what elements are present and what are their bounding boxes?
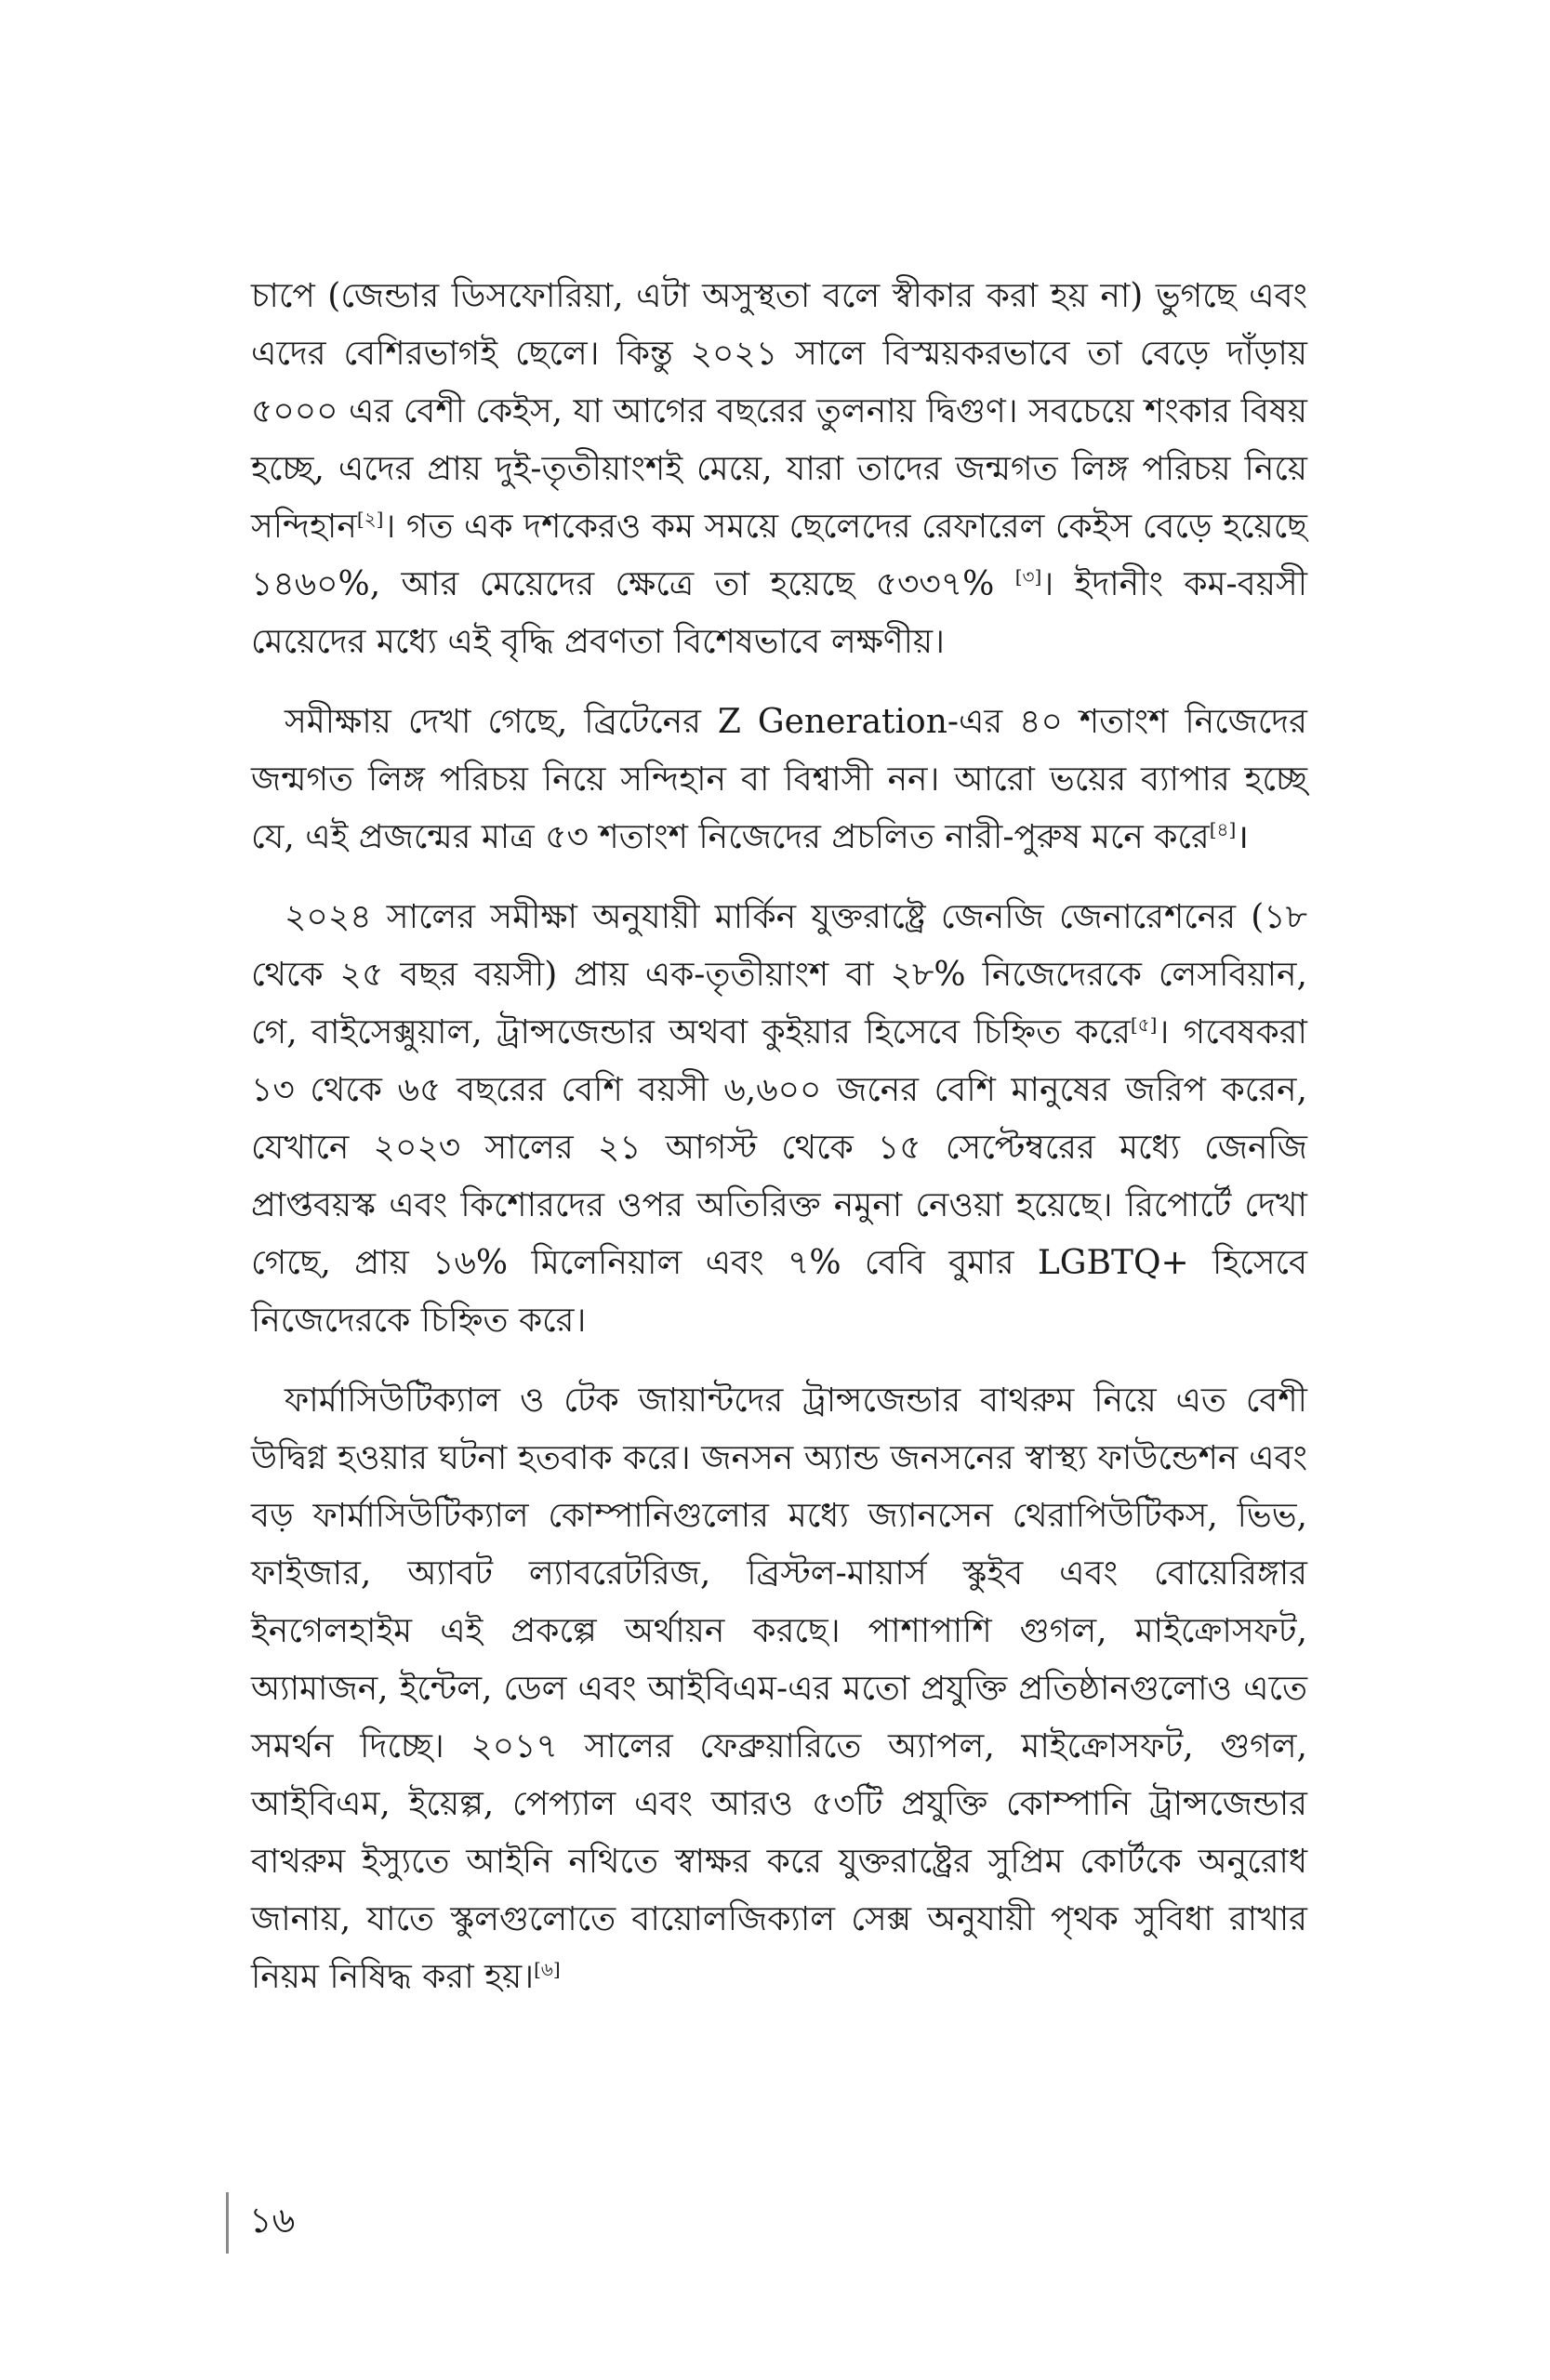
paragraph-text: চাপে (জেন্ডার ডিসফোরিয়া, এটা অসুস্থতা বলে স্বীকার করা হয় না) ভুগছে এবং এদের বেশিরভাগই ছেলে। কিন্তু ২০২১ সালে বিস্ময়করভাবে তা বেড়ে দাঁড়ায় ৫০০০ এর বেশী কেইস, যা আগের বছরের তুলনায় দ্বিগুণ। সবচেয়ে শংকার বিষয় হচ্ছে, এদের প্রায় দুই-তৃতীয়াংশই মেয়ে, যারা তাদের জন্মগত লিঙ্গ পরিচয় নিয়ে সন্দিহান xyxy=(251,277,1307,546)
paragraph-text: ফার্মাসিউটিক্যাল ও টেক জায়ান্টদের ট্রান্সজেন্ডার বাথরুম নিয়ে এত বেশী উদ্বিগ্ন হওয়ার ঘটনা হতবাক করে। জনসন অ্যান্ড জনসনের স্বাস্থ্য ফাউন্ডেশন এবং বড় ফার্মাসিউটিক্যাল কোম্পানিগুলোর মধ্যে জ্যানসেন থেরাপিউটিকস, ভিভ, ফাইজার, অ্যাবট ল্যাবরেটরিজ, ব্রিস্টল-মায়ার্স স্কুইব এবং বোয়েরিঙ্গার ইনগেলহাইম এই প্রকল্পে অর্থায়ন করছে। পাশাপাশি গুগল, মাইক্রোসফট, অ্যামাজন, ইন্টেল, ডেল এবং আইবিএম-এর মতো প্রযুক্তি প্রতিষ্ঠানগুলোও এতে সমর্থন দিচ্ছে। ২০১৭ সালের ফেব্রুয়ারিতে অ্যাপল, মাইক্রোসফট, গুগল, আইবিএম, ইয়েল্প, পেপ্যাল এবং আরও ৫৩টি প্রযুক্তি কোম্পানি ট্রান্সজেন্ডার বাথরুম ইস্যুতে আইনি নথিতে স্বাক্ষর করে যুক্তরাষ্ট্রের সুপ্রিম কোর্টকে অনুরোধ জানায়, যাতে স্কুলগুলোতে বায়োলজিক্যাল সেক্স অনুযায়ী পৃথক সুবিধা রাখার নিয়ম নিষিদ্ধ করা হয়। xyxy=(251,1382,1307,1996)
footnote-ref-2: [২] xyxy=(356,508,384,530)
paragraph-text: ২০২৪ সালের সমীক্ষা অনুযায়ী মার্কিন যুক্তরাষ্ট্রে জেনজি জেনারেশনের (১৮ থেকে ২৫ বছর বয়সী) প্রায় এক-তৃতীয়াংশ বা ২৮% নিজেদেরকে লেসবিয়ান, গে, বাইসেক্সুয়াল, ট্রান্সজেন্ডার অথবা কুইয়ার হিসেবে চিহ্নিত করে xyxy=(251,898,1307,1051)
footnote-ref-4: [৪] xyxy=(1209,818,1237,840)
footnote-ref-6: [৬] xyxy=(534,1958,561,1980)
page-number: ১৬ xyxy=(249,2200,296,2241)
paragraph-text: । ইদানীং কম-বয়সী মেয়েদের মধ্যে এই বৃদ্ধি প্রবণতা বিশেষভাবে লক্ষণীয়। xyxy=(251,565,1307,661)
footnote-ref-5: [৫] xyxy=(1130,1013,1158,1036)
paragraph-2 xyxy=(251,694,1307,866)
page-body xyxy=(251,268,1307,2029)
footnote-ref-3: [৩] xyxy=(1014,565,1042,588)
paragraph-text: সমীক্ষায় দেখা গেছে, ব্রিটেনের Z Generation-এর ৪০ শতাংশ নিজেদের জন্মগত লিঙ্গ পরিচয় নিয়ে সন্দিহান বা বিশ্বাসী নন। আরো ভয়ের ব্যাপার হচ্ছে যে, এই প্রজন্মের মাত্র ৫৩ শতাংশ নিজেদের প্রচলিত নারী-পুরুষ মনে করে xyxy=(251,703,1307,856)
paragraph-1 xyxy=(251,268,1307,671)
paragraph-text: । গবেষকরা ১৩ থেকে ৬৫ বছরের বেশি বয়সী ৬,৬০০ জনের বেশি মানুষের জরিপ করেন, যেখানে ২০২৩ সালের ২১ আগস্ট থেকে ১৫ সেপ্টেম্বরের মধ্যে জেনজি প্রাপ্তবয়স্ক এবং কিশোরদের ওপর অতিরিক্ত নমুনা নেওয়া হয়েছে। রিপোর্টে দেখা গেছে, প্রায় ১৬% মিলেনিয়াল এবং ৭% বেবি বুমার LGBTQ+ হিসেবে নিজেদেরকে চিহ্নিত করে। xyxy=(251,1013,1307,1340)
page-footer xyxy=(226,2192,295,2254)
paragraph-text: । গত এক দশকেরও কম সময়ে ছেলেদের রেফারেল কেইস বেড়ে হয়েছে ১৪৬০%, আর মেয়েদের ক্ষেত্রে তা হয়েছে ৫৩৩৭% xyxy=(251,508,1307,603)
paragraph-3 xyxy=(251,889,1307,1350)
paragraph-4 xyxy=(251,1372,1307,2006)
paragraph-text: । xyxy=(1236,818,1249,856)
footer-divider xyxy=(226,2192,229,2254)
